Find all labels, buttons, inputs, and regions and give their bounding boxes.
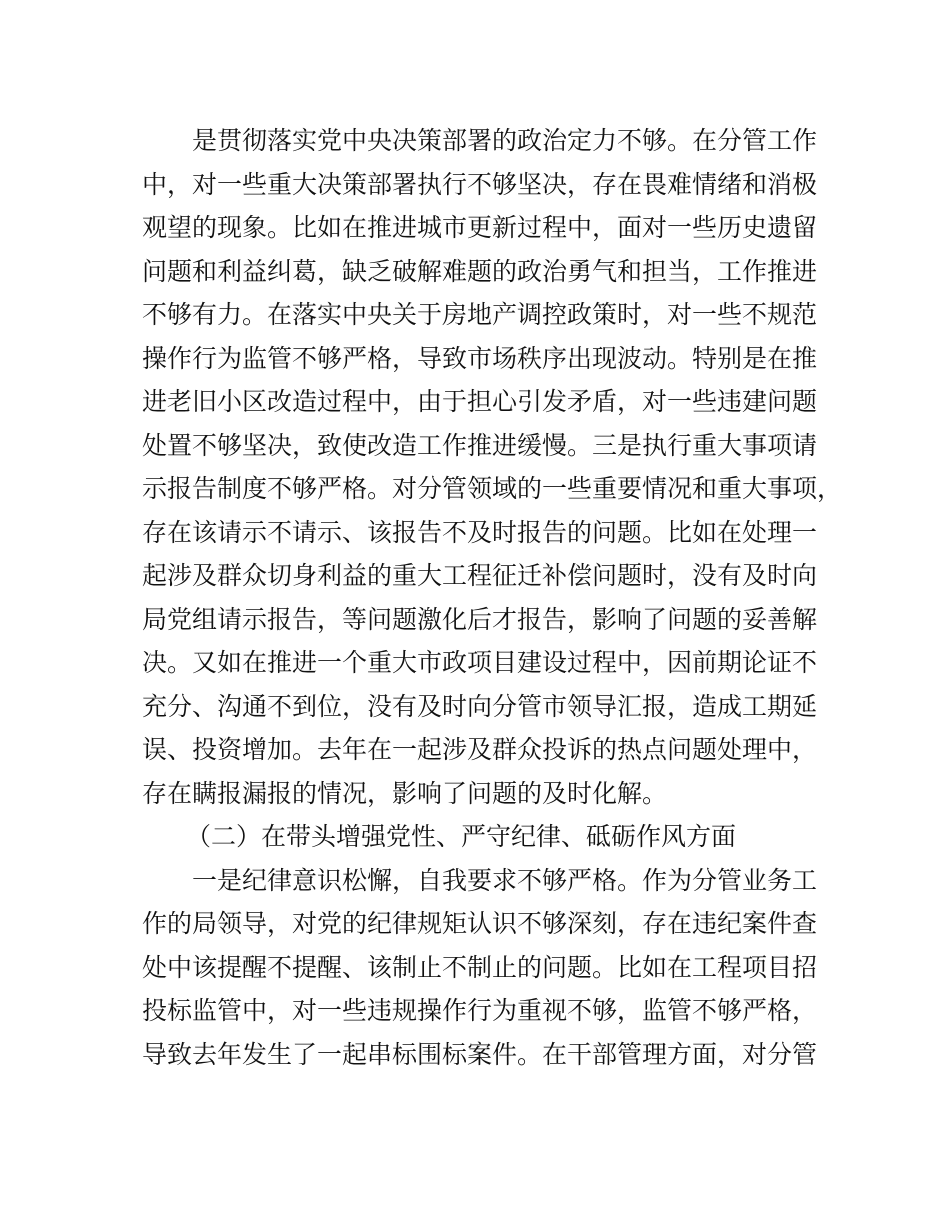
paragraph-line: 误、投资增加。去年在一起涉及群众投诉的热点问题处理中， (142, 735, 818, 764)
paragraph-line: 操作行为监管不够严格，导致市场秩序出现波动。特别是在推 (142, 343, 818, 373)
paragraph-line: 处置不够坚决，致使改造工作推进缓慢。三是执行重大事项请 (142, 430, 818, 460)
paragraph-line: 中，对一些重大决策部署执行不够坚决，存在畏难情绪和消极 (142, 169, 818, 199)
paragraph-line: 不够有力。在落实中央关于房地产调控政策时，对一些不规范 (142, 300, 818, 329)
paragraph-line: 决。又如在推进一个重大市政项目建设过程中，因前期论证不 (142, 648, 818, 677)
paragraph-line: 起涉及群众切身利益的重大工程征迁补偿问题时，没有及时向 (142, 561, 818, 590)
paragraph-line: 导致去年发生了一起串标围标案件。在干部管理方面，对分管 (142, 1039, 818, 1069)
paragraph-line: 一是纪律意识松懈，自我要求不够严格。作为分管业务工 (192, 865, 818, 895)
paragraph-line: 投标监管中，对一些违规操作行为重视不够，监管不够严格， (142, 996, 818, 1025)
paragraph-line: 是贯彻落实党中央决策部署的政治定力不够。在分管工作 (192, 126, 818, 155)
paragraph-line: 作的局领导，对党的纪律规矩认识不够深刻，存在违纪案件查 (142, 909, 818, 938)
paragraph-line: 存在瞒报漏报的情况，影响了问题的及时化解。 (142, 778, 668, 808)
paragraph-line: 观望的现象。比如在推进城市更新过程中，面对一些历史遗留 (142, 213, 818, 242)
paragraph-line: 充分、沟通不到位，没有及时向分管市领导汇报，造成工期延 (142, 691, 818, 721)
paragraph-line: 进老旧小区改造过程中，由于担心引发矛盾，对一些违建问题 (142, 387, 818, 416)
paragraph-line: 处中该提醒不提醒、该制止不制止的问题。比如在工程项目招 (142, 952, 818, 982)
document-page (142, 119, 843, 1076)
paragraph-line: 局党组请示报告，等问题激化后才报告，影响了问题的妥善解 (142, 604, 818, 634)
section-heading: （二）在带头增强党性、严守纪律、砥砺作风方面 (186, 822, 737, 851)
paragraph-line: 示报告制度不够严格。对分管领域的一些重要情况和重大事项， (142, 474, 843, 503)
paragraph-line: 问题和利益纠葛，缺乏破解难题的政治勇气和担当，工作推进 (142, 256, 818, 286)
paragraph-line: 存在该请示不请示、该报告不及时报告的问题。比如在处理一 (142, 517, 818, 547)
